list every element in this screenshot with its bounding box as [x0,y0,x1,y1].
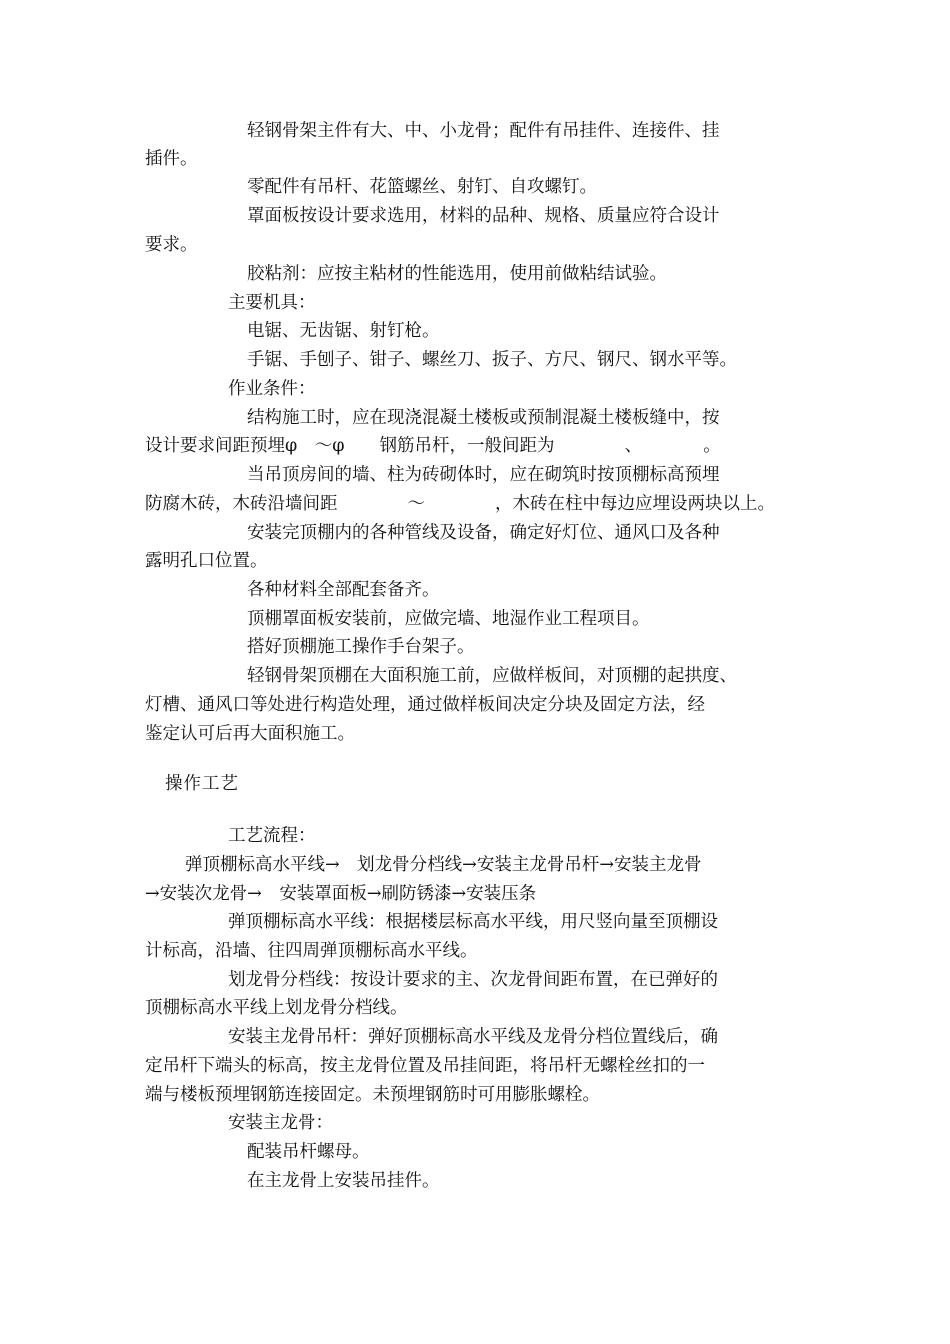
paragraph-line: 在主龙骨上安装吊挂件。 [247,1171,440,1191]
paragraph-line: 设计要求间距预埋φ ～φ 钢筋吊杆，一般间距为 、 。 [145,436,721,456]
paragraph-line: 插件。 [145,149,198,169]
paragraph-line: 露明孔口位置。 [145,551,268,571]
paragraph-line: 安装主龙骨吊杆：弹好顶棚标高水平线及龙骨分档位置线后，确 [228,1027,718,1047]
paragraph-line: 轻钢骨架主件有大、中、小龙骨；配件有吊挂件、连接件、挂 [247,121,720,141]
paragraph-line: 弹顶棚标高水平线：根据楼层标高水平线，用尺竖向量至顶棚设 [228,912,718,932]
paragraph-line: 当吊顶房间的墙、柱为砖砌体时，应在砌筑时按顶棚标高预埋 [247,465,720,485]
paragraph-line: 定吊杆下端头的标高，按主龙骨位置及吊挂间距，将吊杆无螺栓丝扣的一 [145,1056,705,1076]
paragraph-line: 搭好顶棚施工操作手台架子。 [247,637,475,657]
process-flow-line: 弹顶棚标高水平线→ 划龙骨分档线→安装主龙骨吊杆→安装主龙骨 [185,855,702,875]
paragraph-line: 顶棚标高水平线上划龙骨分档线。 [145,998,408,1018]
paragraph-line: 配装吊杆螺母。 [247,1142,370,1162]
subheading-conditions: 作业条件： [228,379,316,399]
paragraph-line: 零配件有吊杆、花篮螺丝、射钉、自攻螺钉。 [247,177,597,197]
paragraph-line: 要求。 [145,235,198,255]
paragraph-line: 安装完顶棚内的各种管线及设备，确定好灯位、通风口及各种 [247,523,720,543]
subheading-tools: 主要机具： [228,293,316,313]
paragraph-line: 顶棚罩面板安装前，应做完墙、地湿作业工程项目。 [247,609,650,629]
paragraph-line: 防腐木砖，木砖沿墙间距 ～ ，木砖在柱中每边应埋设两块以上。 [145,494,775,514]
subheading-process: 工艺流程： [228,826,316,846]
paragraph-line: 轻钢骨架顶棚在大面积施工前，应做样板间，对顶棚的起拱度、 [247,666,737,686]
section-heading: 操作工艺 [165,774,239,794]
paragraph-line: 灯槽、通风口等处进行构造处理，通过做样板间决定分块及固定方法，经 [145,695,705,715]
paragraph-line: 罩面板按设计要求选用，材料的品种、规格、质量应符合设计 [247,206,720,226]
paragraph-line: 端与楼板预埋钢筋连接固定。未预埋钢筋时可用膨胀螺栓。 [145,1085,600,1105]
subheading-main-keel: 安装主龙骨： [228,1113,333,1133]
paragraph-line: 鉴定认可后再大面积施工。 [145,724,355,744]
process-flow-line: →安装次龙骨→ 安装罩面板→刷防锈漆→安装压条 [145,884,537,904]
paragraph-line: 结构施工时，应在现浇混凝土楼板或预制混凝土楼板缝中，按 [247,408,720,428]
paragraph-line: 各种材料全部配套备齐。 [247,580,440,600]
paragraph-line: 胶粘剂：应按主粘材的性能选用，使用前做粘结试验。 [247,264,667,284]
paragraph-line: 电锯、无齿锯、射钉枪。 [247,321,440,341]
paragraph-line: 划龙骨分档线：按设计要求的主、次龙骨间距布置，在已弹好的 [228,970,718,990]
paragraph-line: 计标高，沿墙、往四周弹顶棚标高水平线。 [145,941,478,961]
paragraph-line: 手锯、手刨子、钳子、螺丝刀、扳子、方尺、钢尺、钢水平等。 [247,350,737,370]
